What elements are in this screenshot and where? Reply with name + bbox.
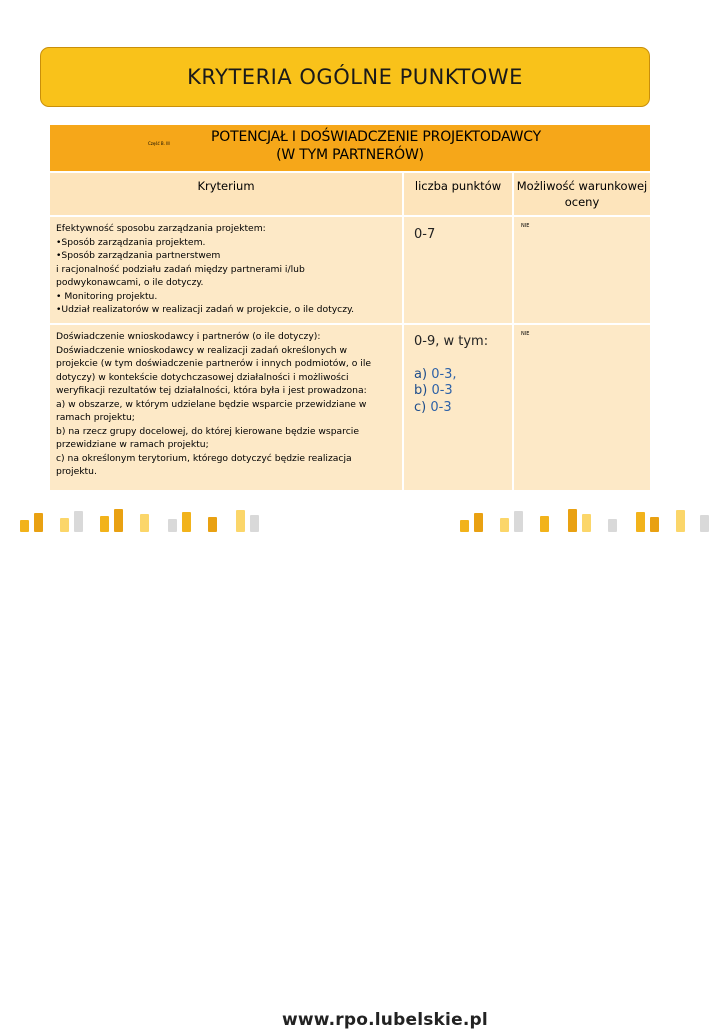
footer-tile [676,510,685,532]
criterion-line: a) w obszarze, w którym udzielane będzie wsparcie przewidziane w [56,398,367,410]
footer-tile [182,512,191,532]
footer-tile [582,514,591,532]
points-value: 0-9, w tym: [414,334,489,349]
footer-tile [208,517,217,532]
criterion-line: • Monitoring projektu. [56,290,158,302]
criterion-line: ramach projektu; [56,412,135,423]
footer-tile [700,515,709,532]
criterion-line: projektu. [56,466,97,477]
points-cell [414,227,435,244]
footer-tile [236,510,245,532]
footer-tile [460,520,469,532]
criterion-line: weryfikacji rezultatów tej działalności, która była i jest prowadzona: [56,385,367,396]
footer-tile [568,509,577,532]
conditional-value: NIE [521,223,530,229]
footer-tile [20,520,29,532]
header-conditional: Możliwość warunkowej oceny [516,179,648,209]
criterion-cell [56,330,396,479]
criterion-line: podwykonawcami, o ile dotyczy. [56,277,204,288]
footer-tile [114,509,123,532]
table-header-row [50,173,650,215]
points-sub-c: c) 0-3 [414,399,452,415]
footer-tile [650,517,659,532]
conditional-value: NIE [521,331,530,337]
criterion-line: przewidziane w ramach projektu; [56,439,209,450]
footer-tile [474,513,483,532]
criterion-cell [56,222,396,317]
title-banner [40,47,650,107]
criterion-line: •Udział realizatorów w realizacji zadań w projekcie, o ile dotyczy. [56,304,355,315]
header-criterion: Kryterium [197,179,255,193]
footer-tile [100,516,109,532]
footer-tile [540,516,549,532]
footer-tile [168,519,177,532]
footer-tile [500,518,509,532]
criterion-line: •Sposób zarządzania projektem. [56,236,206,248]
criterion-title: Efektywność sposobu zarządzania projektem: [56,223,266,234]
criterion-line: i racjonalność podziału zadań między partnerami i/lub [56,263,305,275]
criterion-line: •Sposób zarządzania partnerstwem [56,250,221,261]
points-sub-b: b) 0-3 [414,383,453,398]
section-title-line2: (W TYM PARTNERÓW) [276,147,424,163]
footer-tile [34,513,43,532]
footer-tile [74,511,83,532]
criterion-line: projekcie (w tym doświadczenie partnerów i innych podmiotów, o ile [56,358,372,369]
footer-tile [514,511,523,532]
slide-title: KRYTERIA OGÓLNE PUNKTOWE [187,65,523,89]
criterion-line: c) na określonym terytorium, którego dotyczyć będzie realizacja [56,452,352,464]
footer-tile [250,515,259,532]
criterion-line: dotyczy) w kontekście dotychczasowej działalności i możliwości [56,371,349,383]
footer-tile [140,514,149,532]
section-header [50,125,650,171]
points-cell [414,334,488,416]
criterion-line: b) na rzecz grupy docelowej, do której kierowane będzie wsparcie [56,425,360,437]
criterion-title: Doświadczenie wnioskodawcy i partnerów (o ile dotyczy): [56,331,321,342]
points-sub-a: a) 0-3, [414,366,457,382]
header-points: liczba punktów [414,179,502,193]
points-value: 0-7 [414,227,436,242]
footer-tile [608,519,617,532]
footer-tile [60,518,69,532]
footer-url[interactable]: www.rpo.lubelskie.pl [282,1010,488,1030]
footer-tile [636,512,645,532]
section-title [50,128,650,164]
criterion-line: Doświadczenie wnioskodawcy w realizacji zadań określonych w [56,344,348,356]
section-prefix: Część B. III [148,141,170,146]
table-row [50,217,650,323]
table-row [50,325,650,490]
section-title-line1: POTENCJAŁ I DOŚWIADCZENIE PROJEKTODAWCY [211,129,541,145]
